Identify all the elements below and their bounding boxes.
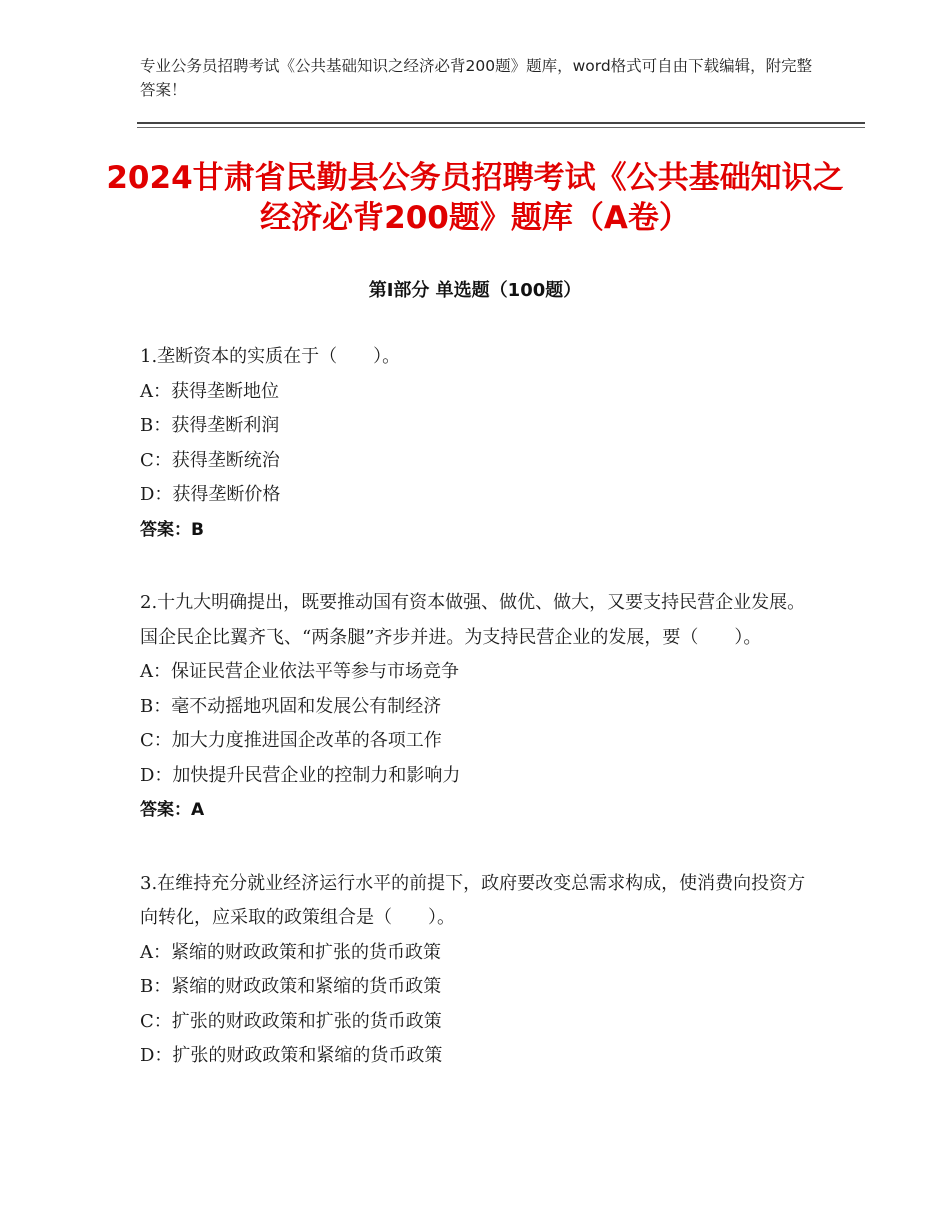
option-d: D：扩张的财政政策和紧缩的货币政策: [140, 1045, 443, 1066]
document-title: 2024甘肃省民勤县公务员招聘考试《公共基础知识之经济必背200题》题库（A卷）: [106, 160, 844, 236]
question-stem: 1.垄断资本的实质在于（ ）。: [140, 346, 401, 367]
option-a: A：紧缩的财政政策和扩张的货币政策: [140, 941, 441, 963]
question-1: [140, 340, 820, 547]
header-divider-thin: [137, 127, 865, 128]
option-a: A：保证民营企业依法平等参与市场竞争: [140, 661, 459, 682]
option-a: A：获得垄断地位: [140, 380, 279, 402]
question-2: [140, 586, 820, 828]
question-stem: 3.在维持充分就业经济运行水平的前提下，政府要改变总需求构成，使消费向投资方向转化，应采取的政策组合是（ ）。: [140, 872, 806, 928]
option-d: D：获得垄断价格: [140, 484, 281, 505]
option-c: C：获得垄断统治: [140, 449, 280, 471]
option-b: B：获得垄断利润: [140, 415, 280, 436]
answer: 答案：A: [140, 800, 205, 820]
answer: 答案：B: [140, 519, 204, 540]
header-divider-thick: [137, 122, 865, 124]
question-stem: 2.十九大明确提出，既要推动国有资本做强、做优、做大，又要支持民营企业发展。国企民企比翼齐飞、“两条腿”齐步并进。为支持民营企业的发展，要（ ）。: [140, 592, 806, 648]
question-list: [140, 340, 820, 1113]
option-d: D：加快提升民营企业的控制力和影响力: [140, 764, 461, 786]
section-title: 第Ⅰ部分 单选题（100题）: [368, 280, 582, 301]
header-note: 专业公务员招聘考试《公共基础知识之经济必背200题》题库，word格式可自由下载编辑，附完整答案！: [140, 57, 813, 99]
question-3: [140, 867, 820, 1074]
option-c: C：加大力度推进国企改革的各项工作: [140, 730, 442, 751]
option-c: C：扩张的财政政策和扩张的货币政策: [140, 1010, 442, 1032]
option-b: B：毫不动摇地巩固和发展公有制经济: [140, 695, 442, 717]
option-b: B：紧缩的财政政策和紧缩的货币政策: [140, 976, 442, 997]
